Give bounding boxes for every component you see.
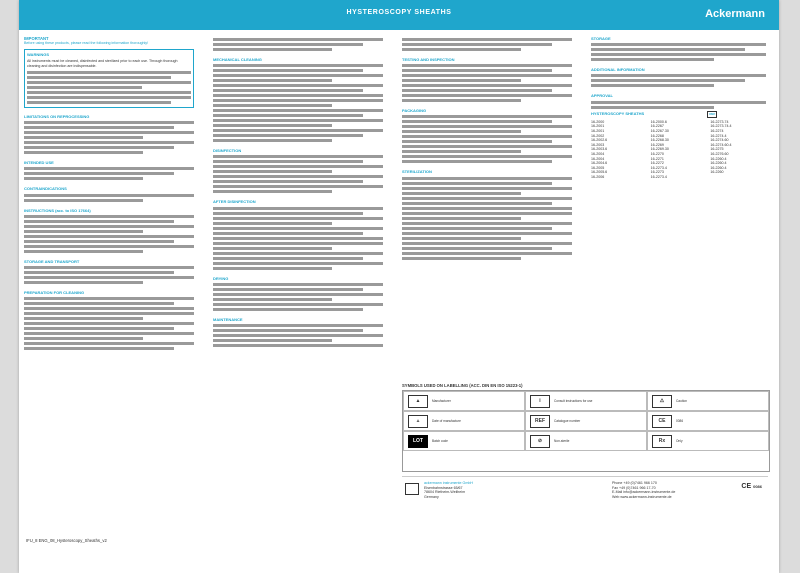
important-text: Before using these products, please read the following information thoroughly! xyxy=(24,41,149,46)
ref-cell: 16-2267 xyxy=(650,124,664,129)
warnings-title: WARNINGS xyxy=(27,52,49,58)
ref-cell: 16-2273.74 xyxy=(710,119,729,124)
approval-title: APPROVAL xyxy=(591,93,613,99)
additional-info-title: ADDITIONAL INFORMATION xyxy=(591,67,645,73)
ref-cell: 16-2269.30 xyxy=(650,147,669,152)
ref-cell: 16-2003 xyxy=(591,142,605,147)
ce-mark-icon: CE 0086 xyxy=(741,483,762,490)
ref-cell: 16-2001 xyxy=(591,124,605,129)
symbol-label: Consult instructions for use xyxy=(554,399,593,403)
section-title: DISINFECTION xyxy=(213,148,242,154)
important-title: IMPORTANT xyxy=(24,36,49,41)
warnings-text: All instruments must be cleaned, disinfected and sterilized prior to each use. Through thorough cleaning and disinfection are indispensable. xyxy=(27,58,178,68)
ref-cell: 16-2001 xyxy=(591,129,605,133)
document-id: IFU_8 ENG_08_Hysteroscopy_Sheaths_v2 xyxy=(26,538,107,543)
non-sterile-icon: ⊘ xyxy=(530,435,550,448)
section-title: PREPARATION FOR CLEANING xyxy=(24,290,85,296)
symbol-label: Caution xyxy=(676,399,687,403)
contact-details: Phone +49 (0)7461 966 170 Fax +49 (0)7461 966 17-70 E-Mail info@ackermann-instrumente.de Web www.ackermann-instrumente.de xyxy=(612,481,676,499)
symbol-cell xyxy=(403,431,525,451)
ref-cell: 16-2274.4 xyxy=(710,133,727,138)
ref-badge: REF xyxy=(707,111,717,118)
ref-cell: 16-2269 xyxy=(650,142,664,147)
symbol-cell xyxy=(647,411,769,431)
symbol-cell xyxy=(525,411,647,431)
caution-icon: ⚠ xyxy=(652,395,672,408)
section-title: TESTING AND INSPECTION xyxy=(402,57,455,62)
ref-cell: 16-2273.74.4 xyxy=(710,124,732,129)
ref-cell: 16-2260 xyxy=(710,170,724,175)
ref-cell: 16-2273.4 xyxy=(650,165,667,170)
section-title: AFTER DISINFECTION xyxy=(213,199,256,205)
ref-cell: 16-2260.4 xyxy=(710,156,727,161)
symbols-grid xyxy=(402,390,770,472)
factory-icon xyxy=(405,483,419,495)
ref-cell: 16-2260.4 xyxy=(710,161,727,166)
ref-cell: 16-2274.60.4 xyxy=(710,142,732,147)
symbol-label: Date of manufacture xyxy=(432,419,461,423)
ref-cell: 16-2000 xyxy=(591,119,605,124)
section-title: INTENDED USE xyxy=(24,160,54,166)
ref-cell: 16-2002 xyxy=(591,133,605,138)
ref-cell: 16-2268 xyxy=(650,133,664,138)
ref-cell: 16-2004.6 xyxy=(591,161,608,166)
ref-cell: 16-2000.6 xyxy=(650,119,667,124)
symbol-cell xyxy=(525,431,647,451)
symbol-cell xyxy=(403,411,525,431)
ref-cell: 16-2270 xyxy=(650,151,664,156)
ref-cell: 16-2272 xyxy=(650,161,664,166)
ref-cell: 16-2273 xyxy=(650,170,664,175)
symbol-cell xyxy=(525,391,647,411)
company-address: ackermann instrumente GmbH Eisenbahnstrasse 65/67 78604 Rietheim-Weilheim Germany xyxy=(424,481,473,499)
symbol-label: Only xyxy=(676,439,683,443)
ref-cell: 16-2004 xyxy=(591,151,605,156)
ref-cell: 16-2274 xyxy=(710,129,724,133)
section-title: STERILIZATION xyxy=(402,169,432,175)
ref-cell: 16-2004 xyxy=(591,156,605,161)
symbol-label: Non-sterile xyxy=(554,439,570,443)
symbol-label: Batch code xyxy=(432,439,448,443)
ref-icon: REF xyxy=(530,415,550,428)
manufacturer-icon: ▲ xyxy=(408,395,428,408)
ref-number-table xyxy=(591,120,766,180)
symbol-cell xyxy=(403,391,525,411)
footer xyxy=(402,476,768,509)
symbol-cell xyxy=(647,391,769,411)
section-title: MECHANICAL CLEANING xyxy=(213,57,262,62)
symbol-label: Manufacturer xyxy=(432,399,451,403)
section-title: STORAGE AND TRANSPORT xyxy=(24,258,80,264)
brand-logo: Ackermann xyxy=(705,8,765,20)
section-title: LIMITATIONS ON REPROCESSING xyxy=(24,114,90,120)
ref-cell: 16-2271 xyxy=(650,156,664,161)
rx-only-icon: Rx xyxy=(652,435,672,448)
ref-cell: 16-2275 xyxy=(710,147,724,152)
column-4 xyxy=(591,36,766,180)
ref-cell: 16-2006 xyxy=(591,174,605,179)
storage-title: STORAGE xyxy=(591,36,611,41)
warnings-box xyxy=(24,49,194,108)
symbols-title: SYMBOLS USED ON LABELLING (ACC. DIN EN ISO 15223-1) xyxy=(402,383,523,388)
section-title: INSTRUCTIONS (acc. to ISO 17664) xyxy=(24,207,91,213)
ref-cell: 16-2276.60 xyxy=(710,151,729,156)
section-title: DRYING xyxy=(213,275,229,281)
ref-cell: 16-2005.6 xyxy=(591,170,608,175)
symbol-cell xyxy=(647,431,769,451)
ref-cell: 16-2002.6 xyxy=(591,138,608,143)
section-title: MAINTENANCE xyxy=(213,316,243,322)
document-page xyxy=(19,0,779,573)
ref-cell: 16-2274.60 xyxy=(710,138,729,143)
ref-cell: 16-2005 xyxy=(591,165,605,170)
ref-cell xyxy=(710,175,766,180)
column-3 xyxy=(402,36,572,262)
consult-ifu-icon: i xyxy=(530,395,550,408)
ref-cell: 16-2268.30 xyxy=(650,138,669,143)
ref-cell: 16-2273.4 xyxy=(650,174,667,179)
ref-table-title: HYSTEROSCOPY SHEATHS REF xyxy=(591,111,766,118)
ref-cell: 16-2003.6 xyxy=(591,147,608,152)
date-of-manufacture-icon: ▵ xyxy=(408,415,428,428)
column-1 xyxy=(24,36,194,352)
ce-mark-icon: CE xyxy=(652,415,672,428)
lot-icon: LOT xyxy=(408,435,428,448)
ref-cell: 16-2260.4 xyxy=(710,165,727,170)
section-title: CONTRAINDICATIONS xyxy=(24,186,67,192)
column-2 xyxy=(213,36,383,349)
document-title: HYSTEROSCOPY SHEATHS xyxy=(346,9,452,16)
ref-cell: 16-2267.30 xyxy=(650,129,669,133)
symbol-label: Catalogue number xyxy=(554,419,581,423)
header-banner xyxy=(19,0,779,30)
symbol-label: 0086 xyxy=(676,419,684,423)
section-title: PACKAGING xyxy=(402,108,427,114)
